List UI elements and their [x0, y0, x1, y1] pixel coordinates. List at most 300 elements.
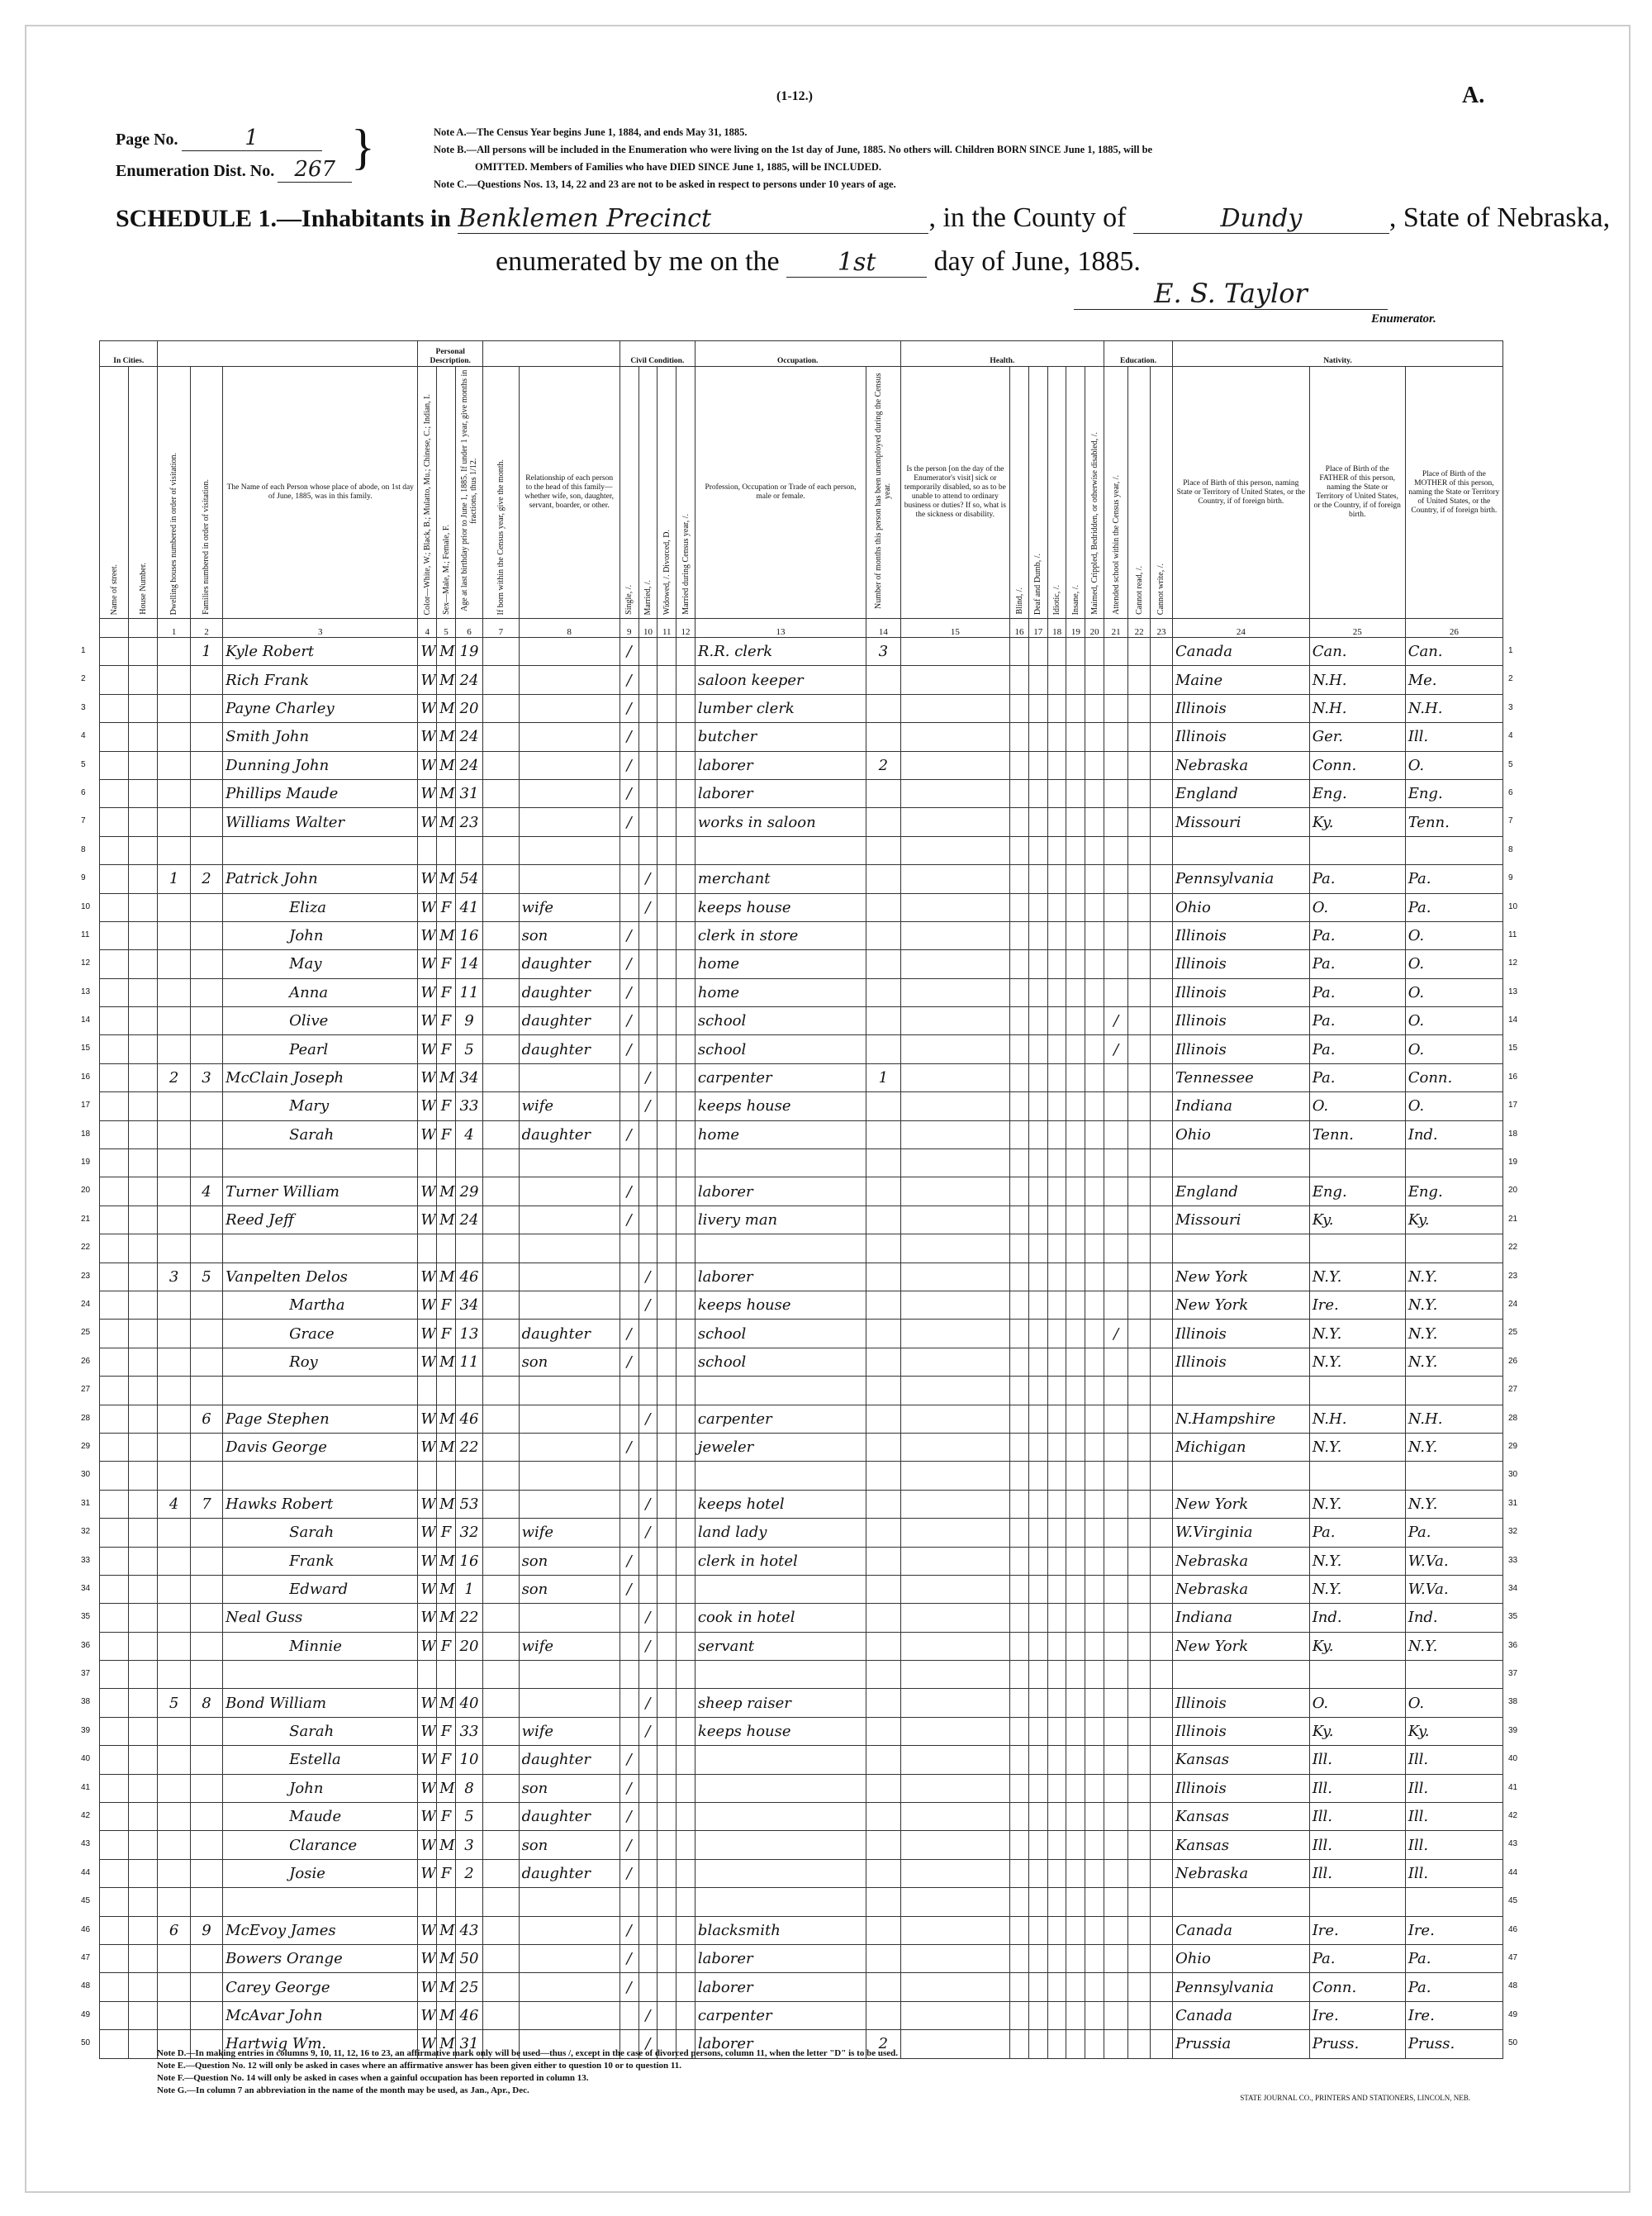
line-number-right: 43: [1508, 1839, 1518, 1848]
head-born-census-year: If born within the Census year, give the month.: [483, 367, 520, 619]
dwelling-cell: [158, 950, 190, 978]
blind-cell: [1010, 1774, 1029, 1802]
relationship-cell: son: [519, 1831, 620, 1859]
birthplace-cell: New York: [1172, 1291, 1309, 1319]
street-cell: [100, 751, 129, 779]
relationship-cell: daughter: [519, 1320, 620, 1348]
married-cell: /: [638, 1291, 657, 1319]
cannot-read-cell: [1128, 1007, 1151, 1035]
attended-school-cell: [1104, 1205, 1128, 1234]
attended-school-cell: [1104, 2001, 1128, 2029]
maimed-cell: [1085, 751, 1104, 779]
married-cell: [638, 1149, 657, 1177]
header-brace: }: [351, 120, 375, 174]
line-number-left: 19: [81, 1158, 91, 1167]
insane-cell: [1066, 2030, 1085, 2058]
age-cell: 34: [455, 1063, 482, 1091]
sickness-cell: [900, 893, 1010, 921]
attended-school-cell: [1104, 978, 1128, 1006]
sex-cell: M: [437, 865, 456, 893]
married-census-year-cell: [676, 836, 695, 864]
mother-birthplace-cell: Ky.: [1405, 1717, 1502, 1745]
months-unemployed-cell: [866, 1689, 900, 1717]
color-cell: W: [418, 1405, 437, 1433]
column-number-row: [100, 619, 1503, 638]
married-census-year-cell: [676, 1547, 695, 1575]
occupation-cell: [695, 1149, 866, 1177]
family-cell: [190, 1973, 222, 2001]
table-row: [100, 666, 1503, 694]
house-number-cell: [129, 1177, 158, 1205]
attended-school-cell: [1104, 1604, 1128, 1632]
cannot-write-cell: [1151, 1604, 1173, 1632]
census-body: [100, 638, 1503, 2059]
line-number-right: 19: [1508, 1158, 1518, 1167]
column-number: 17: [1028, 619, 1047, 638]
person-name-cell: Davis George: [223, 1433, 418, 1461]
maimed-cell: [1085, 779, 1104, 807]
column-number: 23: [1151, 619, 1173, 638]
blind-cell: [1010, 1177, 1029, 1205]
idiotic-cell: [1047, 1916, 1066, 1944]
dwelling-cell: 2: [158, 1063, 190, 1091]
blind-cell: [1010, 2030, 1029, 2058]
person-name-cell: [223, 1661, 418, 1689]
person-name-cell: Sarah: [223, 1717, 418, 1745]
line-number-right: 20: [1508, 1186, 1518, 1195]
father-birthplace-cell: Pa.: [1309, 1519, 1405, 1547]
widowed-cell: [657, 723, 676, 751]
line-number-left: 38: [81, 1697, 91, 1706]
form-code: (1-12.): [776, 89, 813, 103]
age-cell: [455, 1462, 482, 1490]
line-number-right: 10: [1508, 902, 1518, 911]
born-census-year-cell: [483, 1661, 520, 1689]
house-number-cell: [129, 1604, 158, 1632]
sex-cell: M: [437, 1973, 456, 2001]
mother-birthplace-cell: N.Y.: [1405, 1348, 1502, 1376]
months-unemployed-cell: [866, 921, 900, 949]
sickness-cell: [900, 751, 1010, 779]
single-cell: /: [620, 1007, 638, 1035]
single-cell: /: [620, 978, 638, 1006]
blind-cell: [1010, 1092, 1029, 1120]
father-birthplace-cell: Eng.: [1309, 779, 1405, 807]
insane-cell: [1066, 1063, 1085, 1091]
widowed-cell: [657, 638, 676, 666]
widowed-cell: [657, 751, 676, 779]
married-census-year-cell: [676, 950, 695, 978]
occupation-cell: [695, 1888, 866, 1916]
single-cell: /: [620, 921, 638, 949]
deaf-dumb-cell: [1028, 694, 1047, 722]
line-number-left: 35: [81, 1612, 91, 1621]
table-row: [100, 836, 1503, 864]
born-census-year-cell: [483, 921, 520, 949]
occupation-cell: cook in hotel: [695, 1604, 866, 1632]
insane-cell: [1066, 865, 1085, 893]
street-cell: [100, 1632, 129, 1660]
deaf-dumb-cell: [1028, 1604, 1047, 1632]
idiotic-cell: [1047, 751, 1066, 779]
dwelling-cell: [158, 921, 190, 949]
months-unemployed-cell: [866, 2001, 900, 2029]
sex-cell: F: [437, 1632, 456, 1660]
birthplace-cell: Illinois: [1172, 1689, 1309, 1717]
blind-cell: [1010, 723, 1029, 751]
dwelling-cell: [158, 1717, 190, 1745]
line-number-left: 13: [81, 987, 91, 996]
married-census-year-cell: [676, 1405, 695, 1433]
precinct-value: Benklemen Precinct: [458, 204, 928, 234]
line-number-right: 23: [1508, 1272, 1518, 1281]
house-number-cell: [129, 1348, 158, 1376]
table-row: [100, 893, 1503, 921]
color-cell: [418, 1888, 437, 1916]
mother-birthplace-cell: Ill.: [1405, 723, 1502, 751]
house-number-cell: [129, 751, 158, 779]
widowed-cell: [657, 1462, 676, 1490]
born-census-year-cell: [483, 1320, 520, 1348]
note-c: Note C.—Questions Nos. 13, 14, 22 and 23 are not to be asked in respect to persons under 10 years of age.: [434, 178, 896, 190]
married-cell: [638, 950, 657, 978]
insane-cell: [1066, 1547, 1085, 1575]
sex-cell: M: [437, 1547, 456, 1575]
attended-school-cell: [1104, 1803, 1128, 1831]
mother-birthplace-cell: Ill.: [1405, 1831, 1502, 1859]
widowed-cell: [657, 1263, 676, 1291]
mother-birthplace-cell: O.: [1405, 1035, 1502, 1063]
line-number-right: 37: [1508, 1669, 1518, 1678]
blind-cell: [1010, 1377, 1029, 1405]
married-census-year-cell: [676, 2001, 695, 2029]
table-row: [100, 1803, 1503, 1831]
married-census-year-cell: [676, 893, 695, 921]
relationship-cell: son: [519, 1348, 620, 1376]
insane-cell: [1066, 978, 1085, 1006]
table-row: [100, 723, 1503, 751]
months-unemployed-cell: [866, 1092, 900, 1120]
color-cell: W: [418, 694, 437, 722]
head-father-birthplace: Place of Birth of the FATHER of this person, naming the State or Territory of United States, or the Country, if of foreign birth.: [1309, 367, 1405, 619]
column-number: 1: [158, 619, 190, 638]
born-census-year-cell: [483, 1717, 520, 1745]
deaf-dumb-cell: [1028, 1007, 1047, 1035]
line-number-left: 1: [81, 646, 86, 655]
blind-cell: [1010, 1348, 1029, 1376]
maimed-cell: [1085, 1689, 1104, 1717]
color-cell: W: [418, 1859, 437, 1887]
street-cell: [100, 1888, 129, 1916]
married-census-year-cell: [676, 1291, 695, 1319]
insane-cell: [1066, 1689, 1085, 1717]
months-unemployed-cell: [866, 1859, 900, 1887]
insane-cell: [1066, 1433, 1085, 1461]
table-row: [100, 1519, 1503, 1547]
blind-cell: [1010, 1263, 1029, 1291]
person-name-cell: Hawks Robert: [223, 1490, 418, 1518]
father-birthplace-cell: O.: [1309, 1689, 1405, 1717]
cannot-read-cell: [1128, 1604, 1151, 1632]
sex-cell: M: [437, 1348, 456, 1376]
line-number-right: 34: [1508, 1584, 1518, 1593]
house-number-cell: [129, 1063, 158, 1091]
enumeration-date-line: [496, 246, 1141, 278]
months-unemployed-cell: [866, 1888, 900, 1916]
single-cell: /: [620, 808, 638, 836]
relationship-cell: [519, 1291, 620, 1319]
person-name-cell: Anna: [223, 978, 418, 1006]
person-name-cell: Edward: [223, 1575, 418, 1603]
table-row: [100, 1149, 1503, 1177]
occupation-cell: laborer: [695, 1944, 866, 1972]
sickness-cell: [900, 1263, 1010, 1291]
sex-cell: M: [437, 1405, 456, 1433]
cannot-read-cell: [1128, 1746, 1151, 1774]
family-cell: [190, 1462, 222, 1490]
line-number-right: 46: [1508, 1925, 1518, 1934]
table-row: [100, 1973, 1503, 2001]
cannot-write-cell: [1151, 1859, 1173, 1887]
state-text: , State of Nebraska,: [1389, 202, 1611, 233]
occupation-cell: school: [695, 1320, 866, 1348]
born-census-year-cell: [483, 779, 520, 807]
line-number-left: 4: [81, 731, 86, 740]
sex-cell: M: [437, 1689, 456, 1717]
person-name-cell: Frank: [223, 1547, 418, 1575]
widowed-cell: [657, 808, 676, 836]
widowed-cell: [657, 1774, 676, 1802]
occupation-cell: laborer: [695, 779, 866, 807]
cannot-read-cell: [1128, 836, 1151, 864]
single-cell: /: [620, 1973, 638, 2001]
blind-cell: [1010, 1575, 1029, 1603]
relationship-cell: [519, 666, 620, 694]
attended-school-cell: [1104, 1661, 1128, 1689]
occupation-cell: home: [695, 978, 866, 1006]
table-row: [100, 1916, 1503, 1944]
family-cell: [190, 1547, 222, 1575]
married-census-year-cell: [676, 1689, 695, 1717]
age-cell: 20: [455, 1632, 482, 1660]
maimed-cell: [1085, 1205, 1104, 1234]
sex-cell: F: [437, 1092, 456, 1120]
father-birthplace-cell: [1309, 1149, 1405, 1177]
birthplace-cell: New York: [1172, 1632, 1309, 1660]
birthplace-cell: Maine: [1172, 666, 1309, 694]
single-cell: [620, 1405, 638, 1433]
deaf-dumb-cell: [1028, 1035, 1047, 1063]
sickness-cell: [900, 1149, 1010, 1177]
born-census-year-cell: [483, 1092, 520, 1120]
street-cell: [100, 1916, 129, 1944]
father-birthplace-cell: O.: [1309, 893, 1405, 921]
married-cell: [638, 1944, 657, 1972]
age-cell: 5: [455, 1035, 482, 1063]
cannot-write-cell: [1151, 1973, 1173, 2001]
sickness-cell: [900, 1462, 1010, 1490]
birthplace-cell: Nebraska: [1172, 1859, 1309, 1887]
occupation-cell: school: [695, 1348, 866, 1376]
person-name-cell: [223, 836, 418, 864]
house-number-cell: [129, 2030, 158, 2058]
mother-birthplace-cell: Pa.: [1405, 865, 1502, 893]
sickness-cell: [900, 666, 1010, 694]
house-number-cell: [129, 893, 158, 921]
months-unemployed-cell: [866, 1632, 900, 1660]
mother-birthplace-cell: [1405, 1462, 1502, 1490]
birthplace-cell: Pennsylvania: [1172, 865, 1309, 893]
relationship-cell: [519, 1973, 620, 2001]
birthplace-cell: Kansas: [1172, 1746, 1309, 1774]
idiotic-cell: [1047, 1803, 1066, 1831]
insane-cell: [1066, 1575, 1085, 1603]
group-in-cities: In Cities.: [100, 341, 158, 367]
color-cell: W: [418, 1717, 437, 1745]
occupation-cell: sheep raiser: [695, 1689, 866, 1717]
line-number-left: 50: [81, 2038, 91, 2047]
deaf-dumb-cell: [1028, 1831, 1047, 1859]
married-cell: [638, 779, 657, 807]
color-cell: W: [418, 1689, 437, 1717]
dwelling-cell: [158, 1859, 190, 1887]
insane-cell: [1066, 1803, 1085, 1831]
deaf-dumb-cell: [1028, 1888, 1047, 1916]
table-row: [100, 751, 1503, 779]
cannot-read-cell: [1128, 751, 1151, 779]
married-census-year-cell: [676, 808, 695, 836]
street-cell: [100, 1774, 129, 1802]
dwelling-cell: [158, 1661, 190, 1689]
relationship-cell: son: [519, 921, 620, 949]
street-cell: [100, 808, 129, 836]
enumeration-lead: enumerated by me on the: [496, 246, 780, 277]
sex-cell: F: [437, 1859, 456, 1887]
single-cell: /: [620, 1944, 638, 1972]
relationship-cell: [519, 1433, 620, 1461]
family-cell: [190, 978, 222, 1006]
person-name-cell: Minnie: [223, 1632, 418, 1660]
person-name-cell: Estella: [223, 1746, 418, 1774]
attended-school-cell: [1104, 1632, 1128, 1660]
house-number-cell: [129, 1205, 158, 1234]
table-row: [100, 921, 1503, 949]
born-census-year-cell: [483, 1575, 520, 1603]
street-cell: [100, 1803, 129, 1831]
single-cell: /: [620, 1120, 638, 1148]
table-row: [100, 1177, 1503, 1205]
dwelling-cell: [158, 1944, 190, 1972]
father-birthplace-cell: [1309, 836, 1405, 864]
father-birthplace-cell: Eng.: [1309, 1177, 1405, 1205]
insane-cell: [1066, 1348, 1085, 1376]
deaf-dumb-cell: [1028, 1632, 1047, 1660]
line-number-left: 20: [81, 1186, 91, 1195]
insane-cell: [1066, 1405, 1085, 1433]
color-cell: W: [418, 1746, 437, 1774]
born-census-year-cell: [483, 1689, 520, 1717]
born-census-year-cell: [483, 666, 520, 694]
age-cell: 1: [455, 1575, 482, 1603]
married-cell: [638, 1348, 657, 1376]
head-age: Age at last birthday prior to June 1, 1885. If under 1 year, give months in fractions, thus 1/12.: [455, 367, 482, 619]
family-cell: 4: [190, 1177, 222, 1205]
cannot-write-cell: [1151, 1234, 1173, 1263]
sex-cell: F: [437, 1035, 456, 1063]
occupation-cell: carpenter: [695, 1063, 866, 1091]
attended-school-cell: [1104, 1746, 1128, 1774]
deaf-dumb-cell: [1028, 1063, 1047, 1091]
person-name-cell: [223, 1149, 418, 1177]
head-cannot-write: Cannot write, /.: [1151, 367, 1173, 619]
born-census-year-cell: [483, 1149, 520, 1177]
column-number: 20: [1085, 619, 1104, 638]
age-cell: 31: [455, 2030, 482, 2058]
married-cell: [638, 1320, 657, 1348]
head-relationship: Relationship of each person to the head of this family—whether wife, son, daughter, servant, boarder, or other.: [519, 367, 620, 619]
attended-school-cell: [1104, 1149, 1128, 1177]
sex-cell: M: [437, 1063, 456, 1091]
cannot-read-cell: [1128, 1092, 1151, 1120]
married-census-year-cell: [676, 1149, 695, 1177]
sickness-cell: [900, 1888, 1010, 1916]
birthplace-cell: Canada: [1172, 1916, 1309, 1944]
occupation-cell: works in saloon: [695, 808, 866, 836]
cannot-read-cell: [1128, 865, 1151, 893]
married-cell: [638, 1035, 657, 1063]
occupation-cell: saloon keeper: [695, 666, 866, 694]
family-cell: 3: [190, 1063, 222, 1091]
birthplace-cell: Illinois: [1172, 1717, 1309, 1745]
family-cell: [190, 1774, 222, 1802]
deaf-dumb-cell: [1028, 1092, 1047, 1120]
cannot-read-cell: [1128, 1291, 1151, 1319]
idiotic-cell: [1047, 1888, 1066, 1916]
mother-birthplace-cell: Conn.: [1405, 1063, 1502, 1091]
attended-school-cell: [1104, 1063, 1128, 1091]
head-color: Color—White, W.; Black, B.; Mulatto, Mu.; Chinese, C.; Indian, I.: [418, 367, 437, 619]
house-number-cell: [129, 1462, 158, 1490]
head-blind: Blind, /.: [1010, 367, 1029, 619]
widowed-cell: [657, 1689, 676, 1717]
widowed-cell: [657, 921, 676, 949]
father-birthplace-cell: N.Y.: [1309, 1490, 1405, 1518]
street-cell: [100, 893, 129, 921]
line-number-left: 44: [81, 1868, 91, 1877]
family-cell: [190, 1320, 222, 1348]
born-census-year-cell: [483, 1859, 520, 1887]
house-number-cell: [129, 1035, 158, 1063]
occupation-cell: jeweler: [695, 1433, 866, 1461]
cannot-write-cell: [1151, 1803, 1173, 1831]
married-census-year-cell: [676, 1774, 695, 1802]
widowed-cell: [657, 1149, 676, 1177]
married-cell: [638, 723, 657, 751]
widowed-cell: [657, 1177, 676, 1205]
occupation-cell: lumber clerk: [695, 694, 866, 722]
deaf-dumb-cell: [1028, 1348, 1047, 1376]
born-census-year-cell: [483, 1063, 520, 1091]
single-cell: [620, 1689, 638, 1717]
father-birthplace-cell: [1309, 1234, 1405, 1263]
widowed-cell: [657, 1092, 676, 1120]
house-number-cell: [129, 1405, 158, 1433]
head-single: Single, /.: [620, 367, 638, 619]
blind-cell: [1010, 1035, 1029, 1063]
attended-school-cell: [1104, 1348, 1128, 1376]
maimed-cell: [1085, 1717, 1104, 1745]
born-census-year-cell: [483, 1547, 520, 1575]
